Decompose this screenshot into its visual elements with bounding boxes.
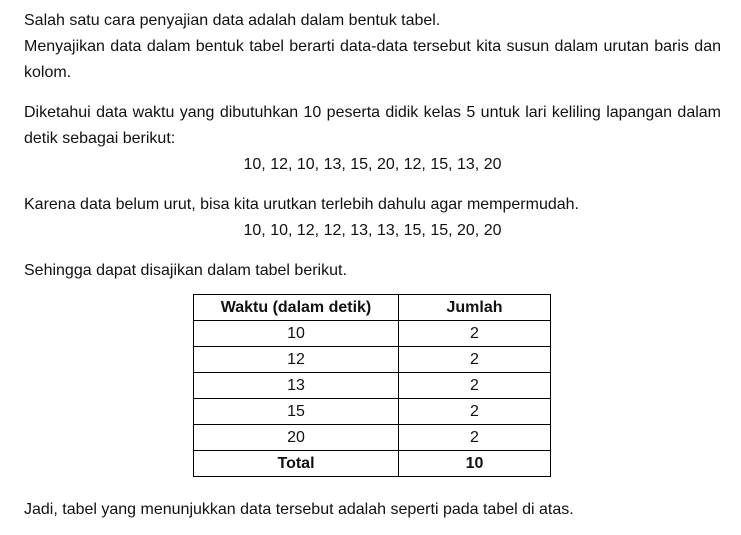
cell-count: 2 xyxy=(399,321,551,347)
cell-count: 2 xyxy=(399,373,551,399)
total-label: Total xyxy=(194,451,399,477)
cell-time: 12 xyxy=(194,347,399,373)
intro-line-2: Menyajikan data dalam bentuk tabel berarti data-data tersebut kita susun dalam urutan baris dan kolom. xyxy=(24,38,721,81)
table-row xyxy=(194,373,551,399)
document-page xyxy=(24,8,721,523)
table-header-row xyxy=(194,295,551,321)
total-value: 10 xyxy=(399,451,551,477)
raw-data-list: 10, 12, 10, 13, 15, 20, 12, 15, 13, 20 xyxy=(243,156,502,173)
conclusion-text: Jadi, tabel yang menunjukkan data tersebut adalah seperti pada tabel di atas. xyxy=(24,501,574,518)
table-total-row xyxy=(194,451,551,477)
table-intro: Sehingga dapat disajikan dalam tabel berikut. xyxy=(24,262,347,279)
sorted-data-list: 10, 10, 12, 12, 13, 13, 15, 15, 20, 20 xyxy=(243,222,502,239)
table-row xyxy=(194,399,551,425)
cell-count: 2 xyxy=(399,399,551,425)
sorting-statement: Karena data belum urut, bisa kita urutkan terlebih dahulu agar mempermudah. xyxy=(24,196,579,213)
table-row xyxy=(194,321,551,347)
cell-count: 2 xyxy=(399,347,551,373)
header-count: Jumlah xyxy=(399,295,551,321)
header-time: Waktu (dalam detik) xyxy=(194,295,399,321)
cell-time: 10 xyxy=(194,321,399,347)
intro-line-1: Salah satu cara penyajian data adalah dalam bentuk tabel. xyxy=(24,12,441,29)
cell-time: 13 xyxy=(194,373,399,399)
cell-time: 15 xyxy=(194,399,399,425)
table-row xyxy=(194,347,551,373)
problem-statement: Diketahui data waktu yang dibutuhkan 10 peserta didik kelas 5 untuk lari keliling lapangan dalam detik sebagai berikut: xyxy=(24,104,721,147)
table-row xyxy=(194,425,551,451)
cell-time: 20 xyxy=(194,425,399,451)
frequency-table xyxy=(193,294,551,477)
cell-count: 2 xyxy=(399,425,551,451)
